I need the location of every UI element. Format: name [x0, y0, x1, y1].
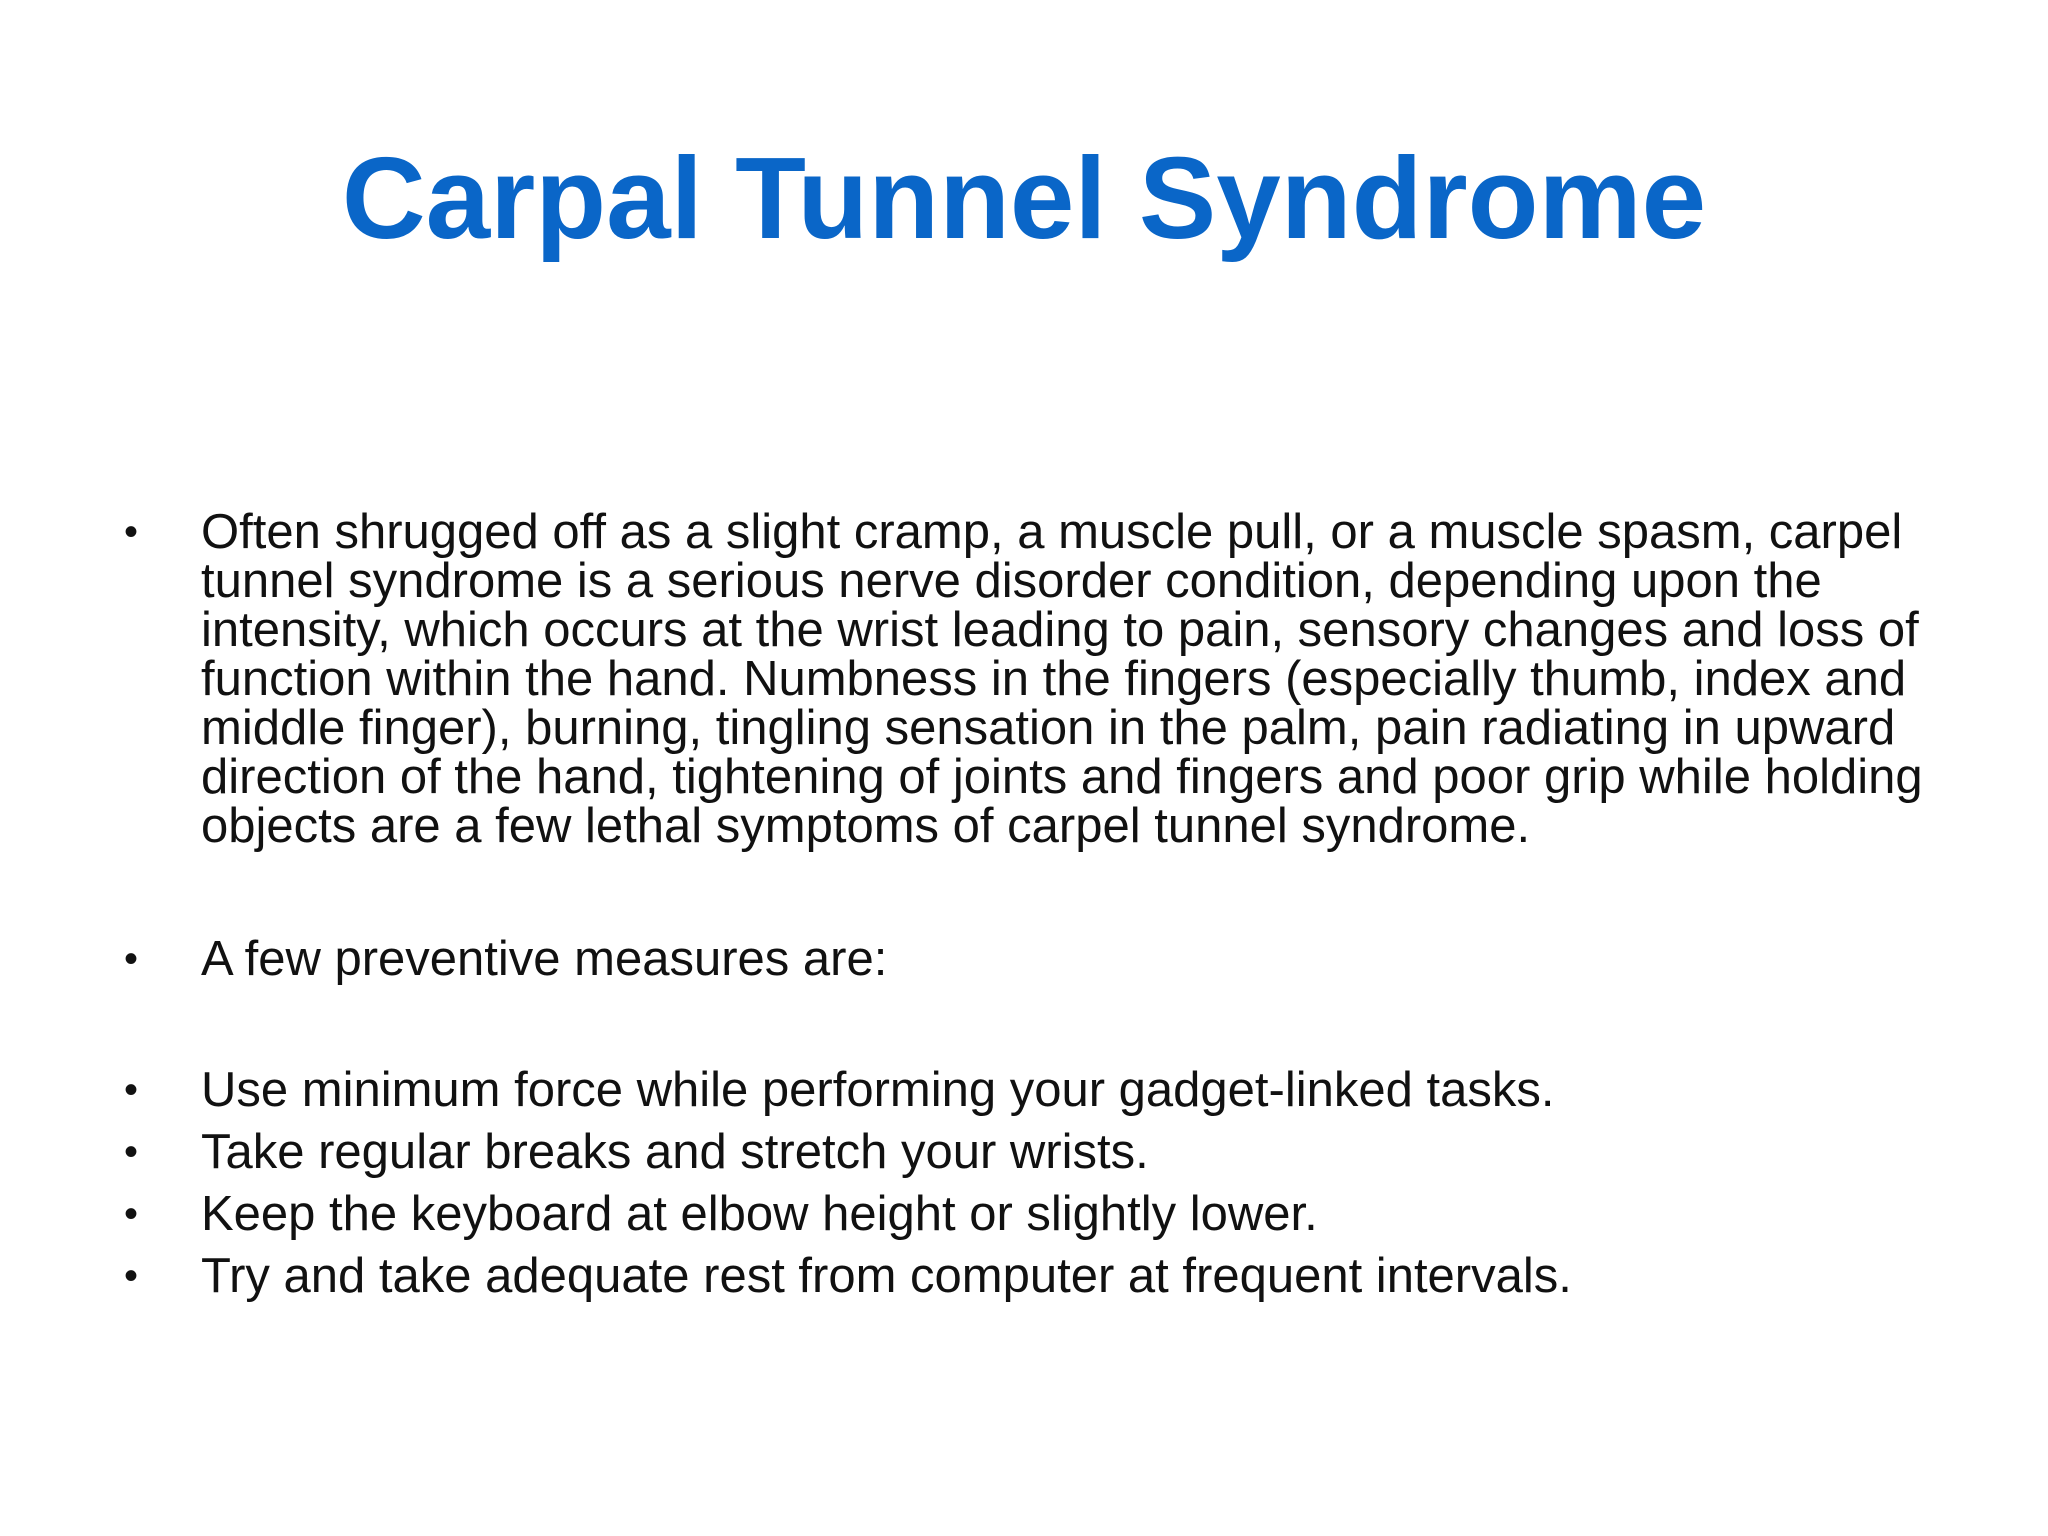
bullet-text-tip-3: Keep the keyboard at elbow height or slightly lower.: [201, 1187, 1318, 1241]
bullet-dot: •: [124, 510, 139, 554]
bullet-text-tip-2: Take regular breaks and stretch your wrists.: [201, 1125, 1149, 1179]
bullet-dot: •: [124, 937, 139, 981]
bullet-list: [120, 505, 1940, 1314]
bullet-tip-3: [120, 1187, 1940, 1241]
bullet-tip-4: [120, 1249, 1940, 1303]
bullet-dot: •: [124, 1192, 139, 1236]
bullet-text-symptoms: Often shrugged off as a slight cramp, a muscle pull, or a muscle spasm, carpel tunnel syndrome is a serious nerve disorder condition, depending upon the intensity, which occurs at the wrist leading to pain, sensory changes and loss of function within the hand. Numbness in the fingers (especially thumb, index and middle finger), burning, tingling sensation in the palm, pain radiating in upward direction of the hand, tightening of joints and fingers and poor grip while holding objects are a few lethal symptoms of carpel tunnel syndrome.: [201, 505, 1923, 853]
bullet-dot: •: [124, 1130, 139, 1174]
bullet-dot: •: [124, 1068, 139, 1112]
bullet-tip-1: [120, 1063, 1940, 1117]
bullet-text-tip-1: Use minimum force while performing your gadget-linked tasks.: [201, 1063, 1555, 1117]
bullet-dot: •: [124, 1254, 139, 1298]
bullet-tip-2: [120, 1125, 1940, 1179]
slide-title: Carpal Tunnel Syndrome: [341, 133, 1707, 263]
bullet-intro: [120, 932, 1940, 986]
bullet-text-intro: A few preventive measures are:: [201, 932, 888, 986]
bullet-symptoms: [120, 505, 1940, 853]
bullet-text-tip-4: Try and take adequate rest from computer at frequent intervals.: [201, 1249, 1572, 1303]
